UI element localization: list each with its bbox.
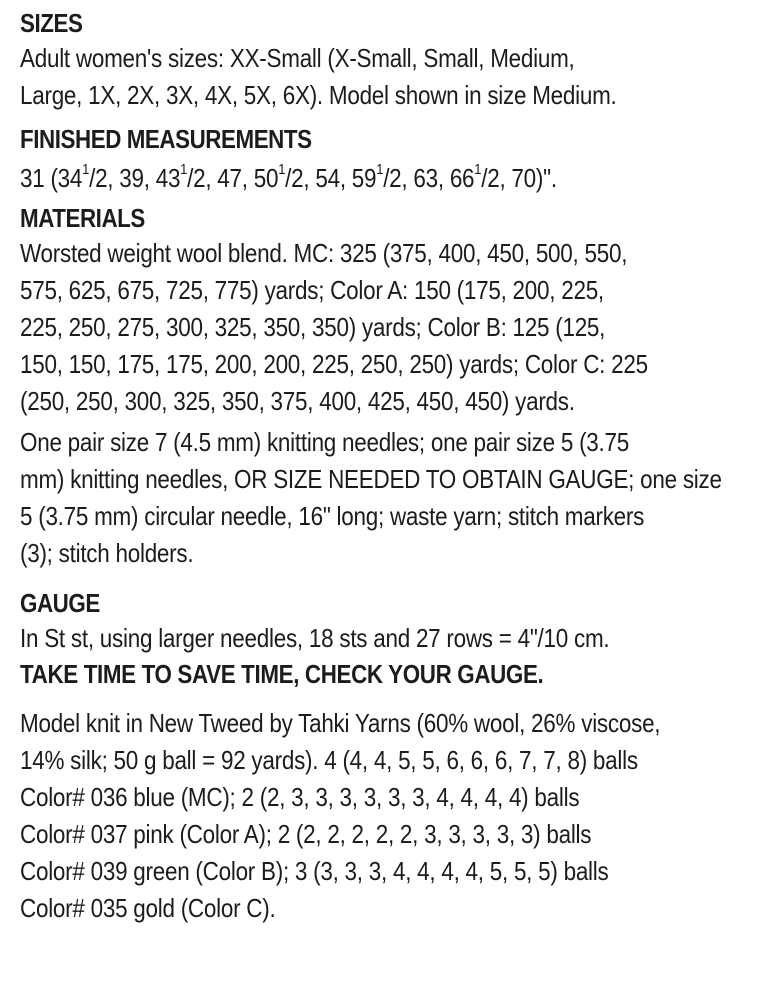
measurements-line bbox=[20, 160, 772, 197]
materials-section bbox=[20, 201, 772, 572]
sizes-line: Adult women's sizes: XX-Small (X-Small, Small, Medium, bbox=[20, 43, 575, 73]
gauge-heading: GAUGE bbox=[20, 588, 100, 618]
materials-yarn-line: 575, 625, 675, 725, 775) yards; Color A: 150 (175, 200, 225, bbox=[20, 275, 604, 305]
fraction-numerator: 1 bbox=[376, 161, 384, 179]
gauge-section bbox=[20, 586, 772, 691]
model-yarn-line: Color# 039 green (Color B); 3 (3, 3, 3, 4, 4, 4, 4, 5, 5, 5) balls bbox=[20, 856, 609, 886]
finished-measurements-text bbox=[20, 160, 772, 197]
materials-yarn-line: (250, 250, 300, 325, 350, 375, 400, 425, 450, 450) yards. bbox=[20, 386, 575, 416]
materials-heading: MATERIALS bbox=[20, 203, 145, 233]
sizes-heading: SIZES bbox=[20, 8, 83, 38]
model-yarn-line: Color# 036 blue (MC); 2 (2, 3, 3, 3, 3, 3, 3, 4, 4, 4, 4) balls bbox=[20, 782, 580, 812]
model-yarn-line: 14% silk; 50 g ball = 92 yards). 4 (4, 4, 5, 5, 6, 6, 6, 7, 7, 8) balls bbox=[20, 745, 638, 775]
materials-yarn-line: 150, 150, 175, 175, 200, 200, 225, 250, 250) yards; Color C: 225 bbox=[20, 349, 648, 379]
sizes-line: Large, 1X, 2X, 3X, 4X, 5X, 6X). Model shown in size Medium. bbox=[20, 80, 617, 110]
materials-notion-line: mm) knitting needles, OR SIZE NEEDED TO OBTAIN GAUGE; one size bbox=[20, 464, 722, 494]
materials-notion-line: One pair size 7 (4.5 mm) knitting needles; one pair size 5 (3.75 bbox=[20, 427, 629, 457]
sizes-section bbox=[20, 6, 772, 114]
measurement-text: /2, 70)". bbox=[481, 163, 557, 193]
sizes-text bbox=[20, 40, 772, 114]
materials-notion-line: (3); stitch holders. bbox=[20, 538, 194, 568]
materials-yarn-text bbox=[20, 235, 772, 420]
gauge-line: In St st, using larger needles, 18 sts and 27 rows = 4"/10 cm. bbox=[20, 623, 610, 653]
fraction-numerator: 1 bbox=[474, 161, 482, 179]
materials-yarn-line: 225, 250, 275, 300, 325, 350, 350) yards; Color B: 125 (125, bbox=[20, 312, 606, 342]
model-yarn-line: Color# 035 gold (Color C). bbox=[20, 893, 276, 923]
fraction-numerator: 1 bbox=[82, 161, 90, 179]
pattern-page bbox=[20, 6, 772, 927]
finished-measurements-heading: FINISHED MEASUREMENTS bbox=[20, 124, 312, 154]
fraction-numerator: 1 bbox=[278, 161, 286, 179]
model-yarn-text bbox=[20, 705, 772, 927]
finished-measurements-section bbox=[20, 122, 772, 197]
gauge-text bbox=[20, 620, 772, 657]
model-yarn-line: Color# 037 pink (Color A); 2 (2, 2, 2, 2, 2, 3, 3, 3, 3, 3) balls bbox=[20, 819, 592, 849]
materials-notion-line: 5 (3.75 mm) circular needle, 16" long; waste yarn; stitch markers bbox=[20, 501, 645, 531]
measurement-text: /2, 47, 50 bbox=[187, 163, 279, 193]
model-yarn-section bbox=[20, 705, 772, 927]
measurement-text: /2, 63, 66 bbox=[383, 163, 475, 193]
gauge-emphasis: TAKE TIME TO SAVE TIME, CHECK YOUR GAUGE. bbox=[20, 659, 544, 689]
measurement-text: /2, 39, 43 bbox=[89, 163, 181, 193]
measurement-text: 31 (34 bbox=[20, 163, 83, 193]
fraction-numerator: 1 bbox=[180, 161, 188, 179]
materials-notions-text bbox=[20, 424, 772, 572]
materials-yarn-line: Worsted weight wool blend. MC: 325 (375, 400, 450, 500, 550, bbox=[20, 238, 628, 268]
model-yarn-line: Model knit in New Tweed by Tahki Yarns (60% wool, 26% viscose, bbox=[20, 708, 661, 738]
measurement-text: /2, 54, 59 bbox=[285, 163, 377, 193]
